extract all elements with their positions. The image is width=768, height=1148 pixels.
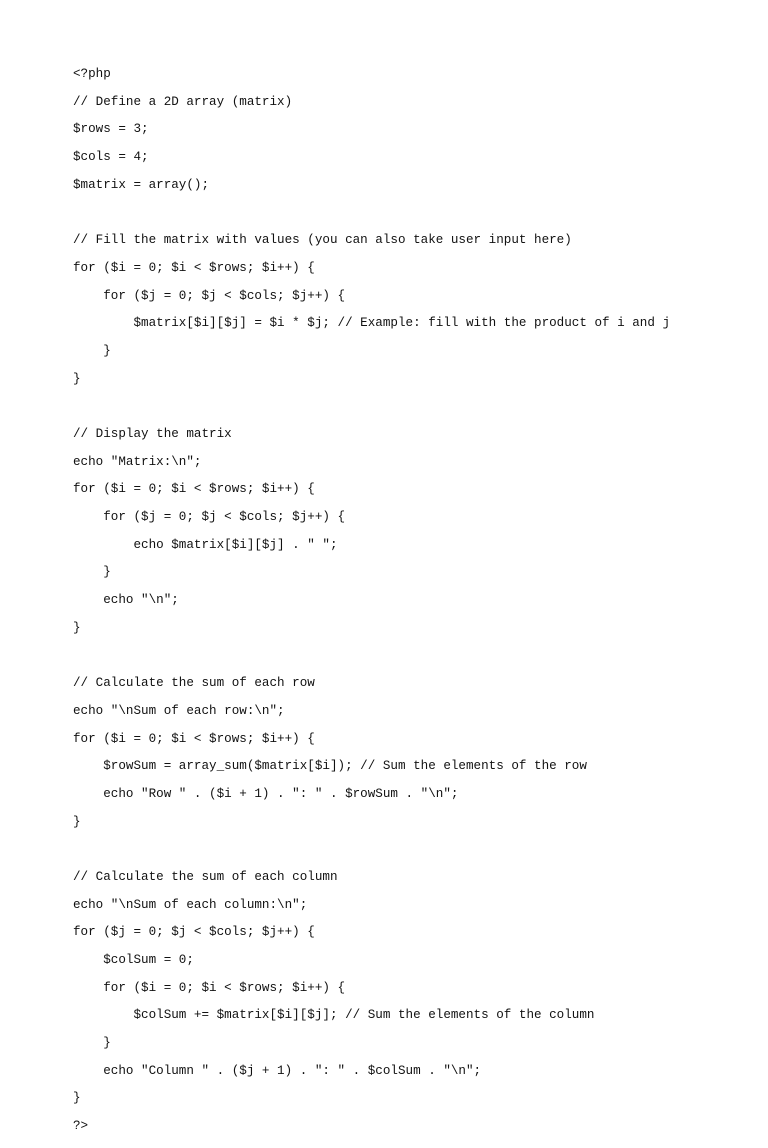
code-line: } bbox=[73, 1036, 111, 1051]
code-line: for ($j = 0; $j < $cols; $j++) { bbox=[73, 925, 315, 940]
code-line: echo "Matrix:\n"; bbox=[73, 454, 202, 469]
code-line bbox=[73, 649, 670, 663]
code-line: // Display the matrix bbox=[73, 426, 232, 441]
code-line: // Calculate the sum of each row bbox=[73, 676, 315, 691]
code-line: for ($j = 0; $j < $cols; $j++) { bbox=[73, 510, 346, 524]
code-line: echo "\nSum of each column:\n"; bbox=[73, 897, 308, 912]
code-line: // Calculate the sum of each column bbox=[73, 869, 338, 884]
code-line: echo "Column " . ($j + 1) . ": " . $colSum . "\n"; bbox=[73, 1063, 482, 1078]
code-line: $colSum = 0; bbox=[73, 953, 194, 967]
code-line: } bbox=[73, 565, 111, 580]
code-line: for ($i = 0; $i < $rows; $i++) { bbox=[73, 482, 315, 497]
code-line bbox=[73, 206, 670, 220]
php-code-block bbox=[73, 68, 670, 1148]
code-line: echo "\nSum of each row:\n"; bbox=[73, 703, 285, 718]
code-line: $cols = 4; bbox=[73, 150, 149, 165]
code-line: } bbox=[73, 814, 81, 829]
code-line: } bbox=[73, 1091, 81, 1106]
code-line: for ($i = 0; $i < $rows; $i++) { bbox=[73, 980, 346, 995]
code-line: echo "Row " . ($i + 1) . ": " . $rowSum . "\n"; bbox=[73, 786, 459, 801]
code-line: $matrix = array(); bbox=[73, 177, 210, 192]
code-line: for ($i = 0; $i < $rows; $i++) { bbox=[73, 260, 315, 275]
code-line: echo "\n"; bbox=[73, 593, 179, 608]
code-line: $matrix[$i][$j] = $i * $j; // Example: fill with the product of i and j bbox=[73, 316, 671, 331]
code-line: $rows = 3; bbox=[73, 122, 149, 137]
code-line bbox=[73, 843, 670, 857]
code-line: } bbox=[73, 371, 81, 386]
code-line: <?php bbox=[73, 67, 111, 81]
code-line: } bbox=[73, 343, 111, 358]
code-line: $rowSum = array_sum($matrix[$i]); // Sum the elements of the row bbox=[73, 759, 587, 774]
code-line: // Define a 2D array (matrix) bbox=[73, 94, 293, 109]
code-line: } bbox=[73, 620, 81, 635]
code-line bbox=[73, 400, 670, 414]
code-line: echo $matrix[$i][$j] . " "; bbox=[73, 537, 338, 552]
code-line: for ($j = 0; $j < $cols; $j++) { bbox=[73, 288, 346, 303]
code-line: for ($i = 0; $i < $rows; $i++) { bbox=[73, 731, 315, 746]
code-line: $colSum += $matrix[$i][$j]; // Sum the elements of the column bbox=[73, 1008, 595, 1023]
code-line: // Fill the matrix with values (you can also take user input here) bbox=[73, 233, 572, 248]
code-line: ?> bbox=[73, 1119, 89, 1134]
